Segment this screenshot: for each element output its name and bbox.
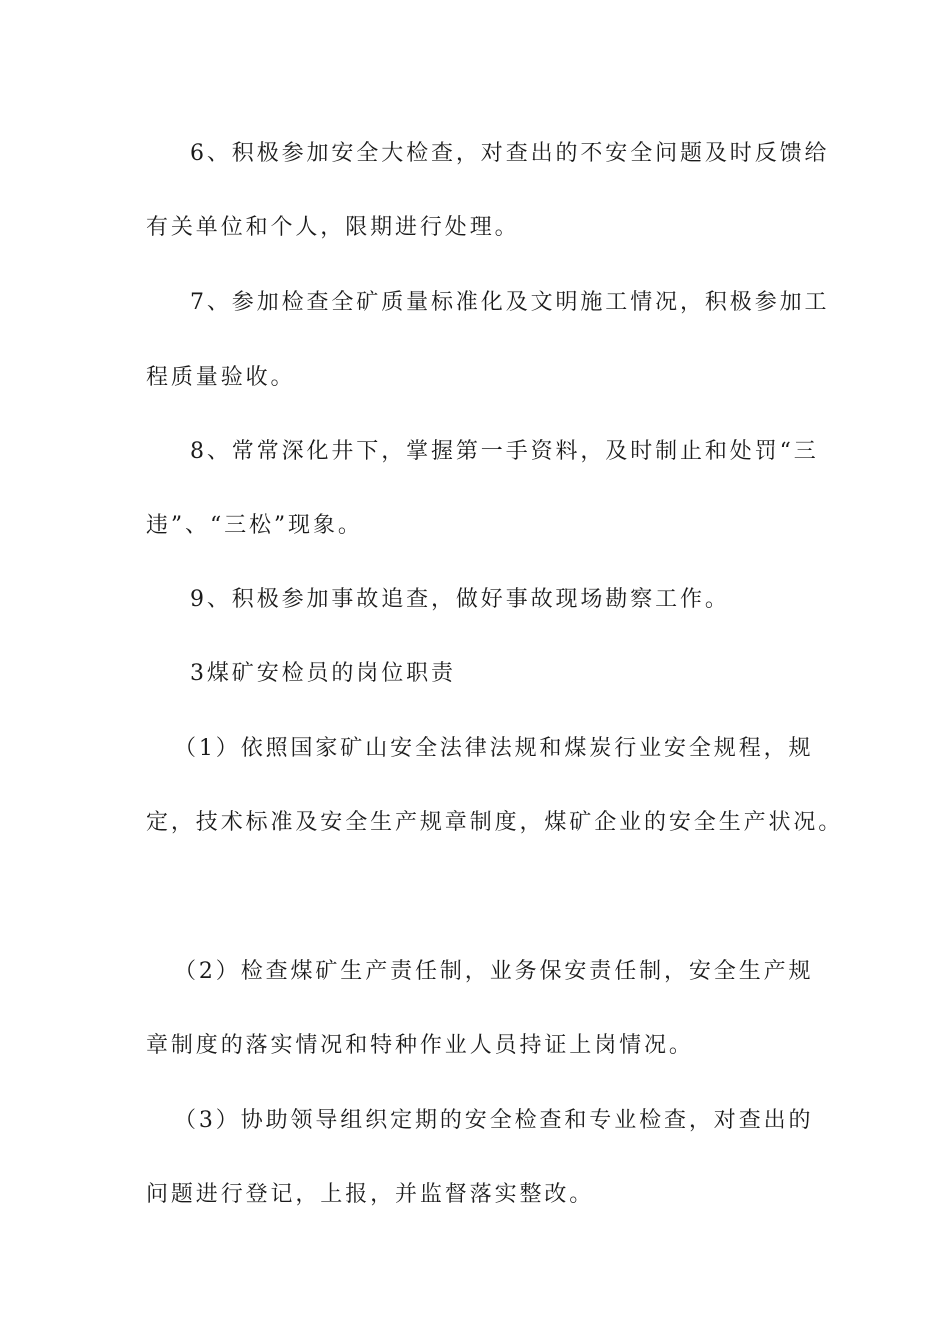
item-1-line-1: （1）依照国家矿山安全法律法规和煤炭行业安全规程，规 — [174, 736, 814, 761]
item-2-line-2: 章制度的落实情况和特种作业人员持证上岗情况。 — [146, 1033, 694, 1058]
paragraph-6-line-1: 6、积极参加安全大检查，对查出的不安全问题及时反馈给 — [190, 141, 830, 166]
section-heading: 3煤矿安检员的岗位职责 — [190, 661, 456, 686]
item-3-line-1: （3）协助领导组织定期的安全检查和专业检查，对查出的 — [174, 1108, 814, 1133]
paragraph-9: 9、积极参加事故追查，做好事故现场勘察工作。 — [190, 587, 730, 612]
paragraph-8-line-2: 违”、“三松”现象。 — [146, 513, 363, 538]
paragraph-7-line-2: 程质量验收。 — [146, 365, 296, 390]
item-3-line-2: 问题进行登记，上报，并监督落实整改。 — [146, 1182, 595, 1207]
paragraph-7-line-1: 7、参加检查全矿质量标准化及文明施工情况，积极参加工 — [190, 290, 830, 315]
paragraph-8-line-1: 8、常常深化井下，掌握第一手资料，及时制止和处罚“三 — [190, 439, 819, 464]
item-1-line-2: 定，技术标准及安全生产规章制度，煤矿企业的安全生产状况。 — [146, 810, 844, 835]
paragraph-6-line-2: 有关单位和个人，限期进行处理。 — [146, 215, 520, 240]
item-2-line-1: （2）检查煤矿生产责任制，业务保安责任制，安全生产规 — [174, 959, 814, 984]
